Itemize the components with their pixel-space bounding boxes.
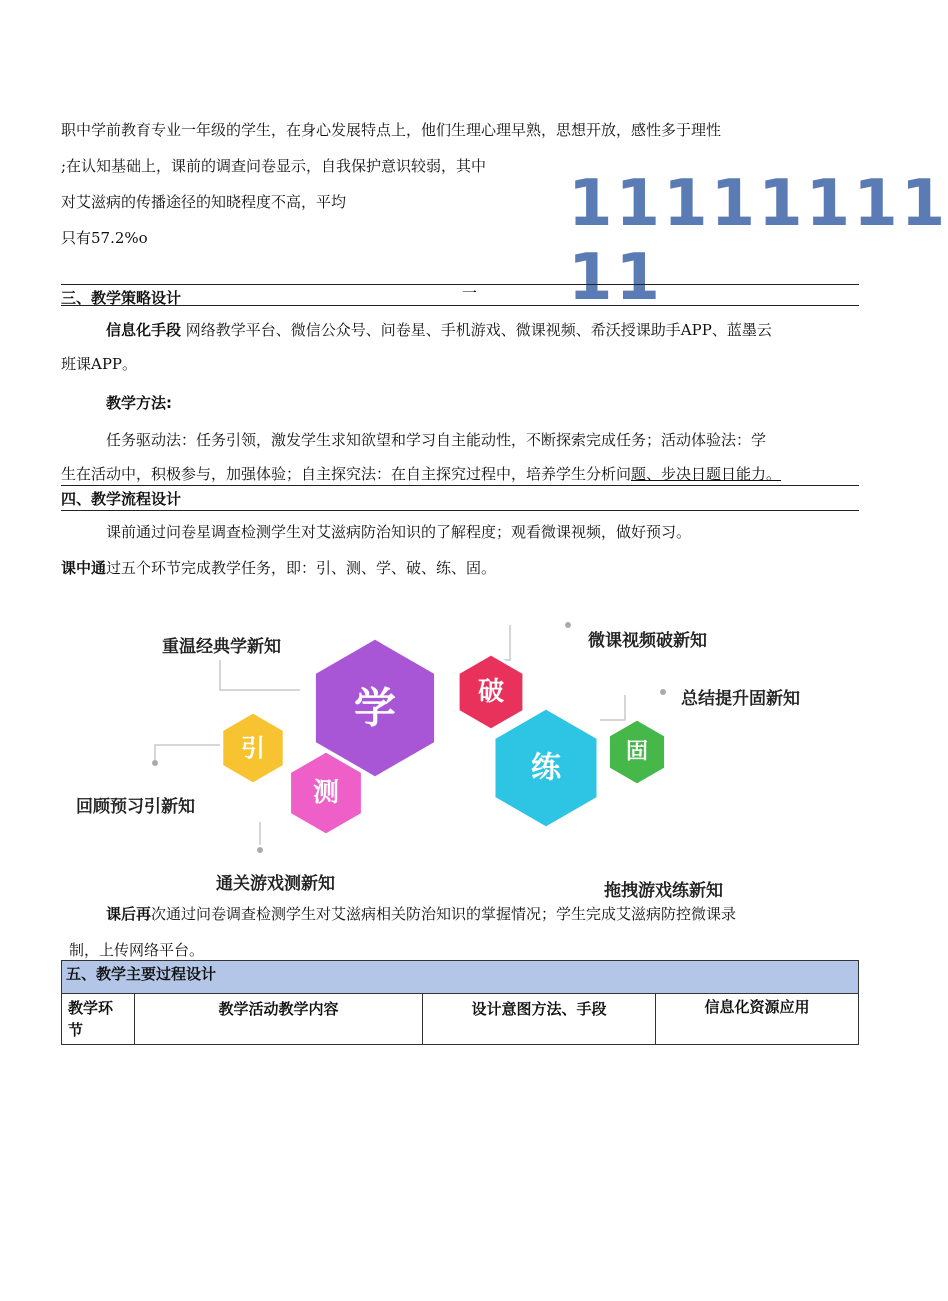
callout-level-game: 通关游戏测新知 [216,874,335,894]
connector-dot [565,622,571,628]
hexagon-label-5: 练 [531,750,561,786]
divider [61,485,859,486]
connector-line [220,660,300,690]
pre-class-text: 课前通过问卷星调查检测学生对艾滋病防治知识的了解程度；观看微课视频，做好预习。 [106,523,692,541]
hexagon-label-1: 学 [353,683,397,733]
intro-line-2: ;在认知基础上，课前的调查问卷显示，自我保护意识较弱，其中 [61,157,487,175]
in-class-line [61,558,496,578]
section4-heading: 四、教学流程设计 [61,490,182,508]
divider [61,284,859,285]
intro-line-4: 只有57.2%o [61,229,148,247]
section3-heading: 三、教学策略设计 [61,289,182,307]
hexagon-label-4: 测 [312,778,340,808]
connector-line [155,745,220,760]
methods-line-2 [61,464,781,484]
placeholder-digits-row2: 11 [568,241,664,315]
col-header-stage-line1: 教学环 [68,999,114,1017]
connector-line [600,695,625,720]
methods-line-1: 任务驱动法：任务引领，激发学生求知欲望和学习自主能动性，不断探索完成任务；活动体验法：学 [106,431,767,449]
after-class-label: 课后再 [106,905,152,923]
info-means-label: 信息化手段 [106,321,182,339]
section3-dash: 一 [462,284,478,302]
callout-review: 重温经典学新知 [162,637,281,657]
col-header-stage-line2: 节 [68,1021,84,1039]
connector-dot [257,847,263,853]
in-class-label: 课中通 [61,559,107,577]
connector-dot [660,689,666,695]
placeholder-digits-clip [568,241,664,315]
methods-label: 教学方法: [106,394,172,412]
placeholder-digits-row1: 11111111 [568,167,948,241]
col-header-stage [62,994,135,1045]
divider [61,510,859,511]
intro-line-3: 对艾滋病的传播途径的知晓程度不高，平均 [61,193,347,211]
callout-micro: 微课视频破新知 [588,631,707,651]
table-title-row [62,961,859,994]
after-class-line [106,904,736,924]
divider [61,305,859,306]
methods-line-2b: 题、步决日题日能力。 [631,465,782,483]
callout-summary: 总结提升固新知 [681,689,800,709]
intro-line-1: 职中学前教育专业一年级的学生，在身心发展特点上，他们生理心理早熟，思想开放，感性多于理性 [61,121,722,139]
col-header-resources: 信息化资源应用 [656,994,859,1045]
callout-drag-game: 拖拽游戏练新知 [604,881,723,901]
hexagon-label-6: 固 [625,739,649,765]
after-class-text: 次通过问卷调查检测学生对艾滋病相关防治知识的掌握情况；学生完成艾滋病防控微课录 [151,905,737,923]
info-means-line-2: 班课APP。 [61,355,138,373]
col-header-activity: 教学活动教学内容 [135,994,423,1045]
hexagon-label-2: 破 [477,677,505,707]
after-class-line-2: 制，上传网络平台。 [69,941,205,959]
callout-preview: 回顾预习引新知 [76,797,195,817]
col-header-intent: 设计意图方法、手段 [423,994,656,1045]
table-header-row [62,994,859,1045]
connector-dot [152,760,158,766]
methods-line-2a: 生在活动中，积极参与，加强体验；自主探究法：在自主探究过程中，培养学生分析问 [61,465,632,483]
in-class-text: 过五个环节完成教学任务，即：引、测、学、破、练、固。 [106,559,497,577]
process-design-table [61,960,859,1045]
hexagon-label-3: 引 [241,734,265,762]
section5-heading: 五、教学主要过程设计 [62,961,859,994]
info-means-text: 网络教学平台、微信公众号、问卷星、手机游戏、微课视频、希沃授课助手APP、蓝墨云 [185,321,772,339]
info-means-line [106,320,772,340]
